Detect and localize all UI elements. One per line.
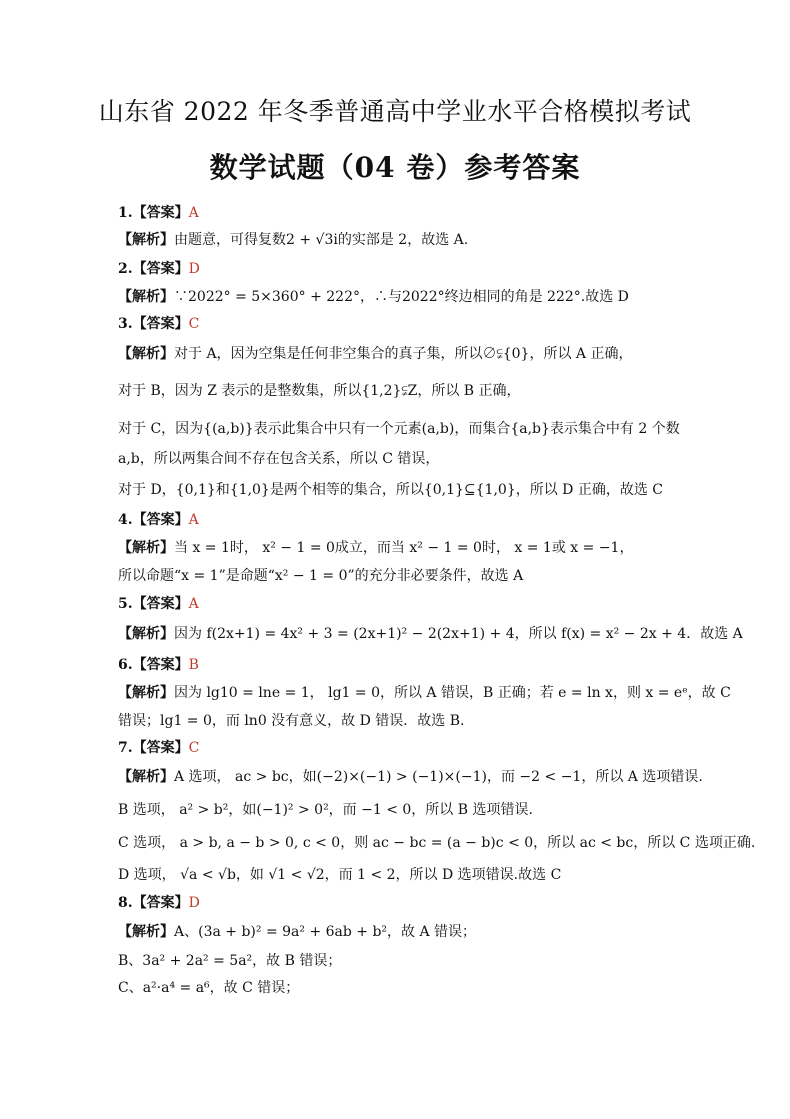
analysis-text: 因为 f(2x+1) = 4x² + 3 = (2x+1)² − 2(2x+1) + 4，所以 f(x) = x² − 2x + 4．故选 A [174, 626, 743, 642]
analysis-line-6b: 错误；lg1 = 0，而 ln0 没有意义，故 D 错误．故选 B. [118, 713, 465, 729]
answer-letter: C [188, 740, 200, 756]
analysis-line-7b: B 选项， a² > b²，如(−1)² > 0²，而 −1 < 0，所以 B 选项错误. [118, 802, 533, 818]
analysis-tag: 【解析】 [118, 540, 174, 556]
answer-letter: A [188, 512, 199, 528]
analysis-line-6 [118, 682, 731, 702]
question-number: 3. [118, 316, 133, 332]
question-number: 6. [118, 657, 133, 673]
analysis-line-8b: B、3a² + 2a² = 5a²，故 B 错误； [118, 953, 342, 969]
answer-tag: 【答案】 [132, 316, 189, 332]
question-number: 4. [118, 512, 133, 528]
analysis-tag: 【解析】 [118, 289, 174, 305]
analysis-line-4 [118, 537, 678, 557]
answer-letter: C [188, 316, 200, 332]
analysis-tag: 【解析】 [118, 924, 174, 940]
analysis-line-7 [118, 766, 703, 786]
page-subtitle: 数学试题（04 卷）参考答案 [209, 151, 581, 184]
answer-line-6 [118, 654, 678, 674]
answer-line-4 [118, 509, 678, 529]
answer-letter: B [188, 657, 199, 673]
answer-tag: 【答案】 [132, 740, 189, 756]
question-number: 7. [118, 740, 133, 756]
analysis-line-3d: a,b，所以两集合间不存在包含关系，所以 C 错误， [118, 451, 440, 467]
analysis-tag: 【解析】 [118, 232, 174, 248]
page-title: 山东省 2022 年冬季普通高中学业水平合格模拟考试 [98, 97, 692, 126]
analysis-text: A、(3a + b)² = 9a² + 6ab + b²，故 A 错误； [174, 924, 477, 940]
answer-line-3 [118, 313, 678, 333]
analysis-line-1 [118, 229, 678, 249]
answer-line-5 [118, 593, 678, 613]
analysis-tag: 【解析】 [118, 346, 174, 362]
answer-tag: 【答案】 [132, 512, 189, 528]
analysis-text: 当 x = 1时， x² − 1 = 0成立，而当 x² − 1 = 0时， x = 1或 x = −1， [174, 540, 634, 556]
analysis-line-4b: 所以命题“x = 1”是命题“x² − 1 = 0”的充分非必要条件，故选 A [118, 568, 524, 584]
answer-tag: 【答案】 [132, 261, 189, 277]
answer-line-8 [118, 892, 678, 912]
analysis-line-2 [118, 286, 678, 306]
question-number: 1. [118, 205, 133, 221]
question-number: 8. [118, 895, 133, 911]
answer-letter: A [188, 596, 199, 612]
answer-tag: 【答案】 [132, 596, 189, 612]
answer-letter: D [188, 895, 200, 911]
answer-line-2 [118, 258, 678, 278]
analysis-tag: 【解析】 [118, 769, 174, 785]
analysis-line-8 [118, 921, 678, 941]
answer-tag: 【答案】 [132, 205, 189, 221]
analysis-line-7c: C 选项， a > b, a − b > 0, c < 0，则 ac − bc = (a − b)c < 0，所以 ac < bc，所以 C 选项正确. [118, 835, 756, 851]
answer-tag: 【答案】 [132, 657, 189, 673]
answer-letter: D [188, 261, 200, 277]
analysis-text: ∵2022° = 5×360° + 222°，∴与2022°终边相同的角是 222°.故选 D [174, 289, 629, 305]
question-number: 5. [118, 596, 133, 612]
analysis-line-3c: 对于 C，因为{(a,b)}表示此集合中只有一个元素(a,b)，而集合{a,b}表示集合中有 2 个数 [118, 421, 680, 437]
analysis-text: A 选项， ac > bc，如(−2)×(−1) > (−1)×(−1)，而 −2 < −1，所以 A 选项错误. [174, 769, 703, 785]
answer-line-7 [118, 737, 678, 757]
analysis-text: 因为 lg10 = lne = 1， lg1 = 0，所以 A 错误，B 正确；若 e = ln x，则 x = eᵉ，故 C [174, 685, 731, 701]
analysis-text: 由题意，可得复数2 + √3i的实部是 2，故选 A. [174, 232, 469, 248]
analysis-line-3 [118, 343, 678, 363]
analysis-tag: 【解析】 [118, 685, 174, 701]
analysis-line-8c: C、a²·a⁴ = a⁶，故 C 错误； [118, 980, 300, 996]
answer-tag: 【答案】 [132, 895, 189, 911]
analysis-text: 对于 A，因为空集是任何非空集合的真子集，所以∅⫋{0}，所以 A 正确， [174, 346, 633, 362]
answer-letter: A [188, 205, 199, 221]
analysis-line-5 [118, 623, 743, 643]
analysis-tag: 【解析】 [118, 626, 174, 642]
analysis-line-3e: 对于 D，{0,1}和{1,0}是两个相等的集合，所以{0,1}⊆{1,0}，所以 D 正确，故选 C [118, 482, 664, 498]
analysis-line-3b: 对于 B，因为 Z 表示的是整数集，所以{1,2}⫋Z，所以 B 正确， [118, 383, 521, 399]
question-number: 2. [118, 261, 133, 277]
answer-line-1 [118, 202, 678, 222]
analysis-line-7d: D 选项， √a < √b，如 √1 < √2，而 1 < 2，所以 D 选项错误.故选 C [118, 867, 562, 883]
